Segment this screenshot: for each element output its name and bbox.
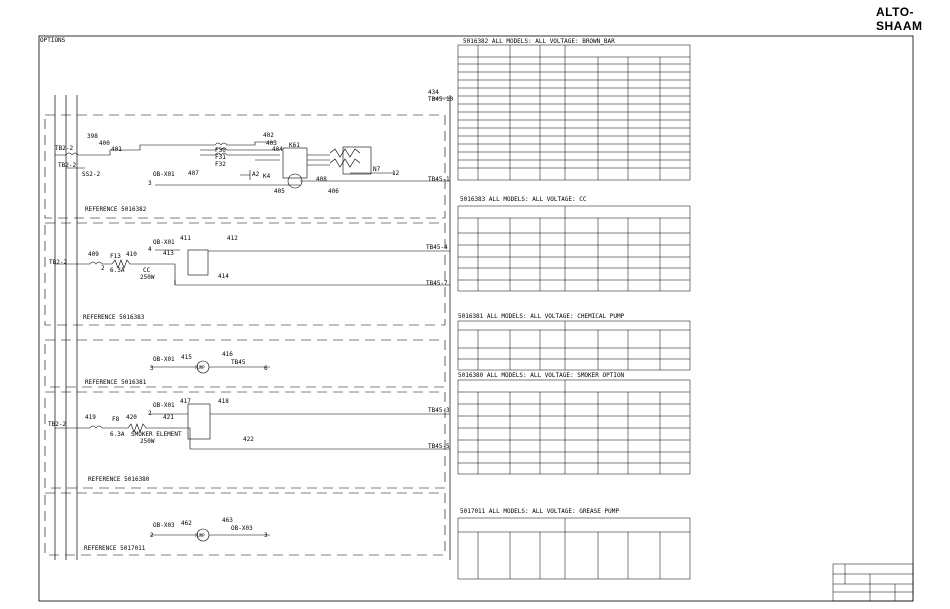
terminal-label: TB45-4 (426, 244, 448, 251)
table-title: 5016380 ALL MODELS: ALL VOLTAGE: SMOKER OPTION (458, 372, 625, 379)
wire-number: 419 (85, 414, 96, 421)
wire-number: 421 (163, 414, 174, 421)
reference-label: REFERENCE 5016381 (85, 379, 147, 386)
wire-number: 463 (222, 517, 233, 524)
table-title: 5016382 ALL MODELS: ALL VOLTAGE: BROWN_BAR (463, 38, 615, 45)
wire-number: 402 (263, 132, 274, 139)
fuse-label: F30 (215, 147, 226, 154)
fuse-label: F32 (215, 161, 226, 168)
connector-label: OB-X03 (153, 522, 175, 529)
terminal-label: TB45-5 (428, 443, 450, 450)
pin-label: 2 (150, 532, 154, 539)
terminal-label: TB2-2 (58, 162, 77, 169)
wire-number: 405 (274, 188, 285, 195)
wire-number: 406 (328, 188, 339, 195)
connector-label: OB-X01 (153, 171, 175, 178)
table-title: 5016381 ALL MODELS: ALL VOLTAGE: CHEMICAL PUMP (458, 313, 625, 320)
wire-number: 408 (316, 176, 327, 183)
reference-label: REFERENCE 5016383 (83, 314, 145, 321)
terminal-label: SS2-2 (82, 171, 101, 178)
wire-number: 407 (188, 170, 199, 177)
connector-label: OB-X01 (153, 356, 175, 363)
wire-number: 412 (227, 235, 238, 242)
terminal-label: TB2-2 (49, 259, 68, 266)
wire-number: 409 (88, 251, 99, 258)
wire-label: N7 (373, 166, 381, 173)
terminal-label: TB45-3 (428, 407, 450, 414)
relay-label: A2 (252, 171, 260, 178)
relay-label: K4 (263, 173, 271, 180)
reference-label: REFERENCE 5016380 (88, 476, 150, 483)
fuse-label: F31 (215, 154, 226, 161)
wire-number: 415 (181, 354, 192, 361)
wire-number: 418 (218, 398, 229, 405)
wire-label: 12 (392, 170, 400, 177)
element-rating: 250W (140, 438, 155, 445)
wire-number: 404 (272, 146, 283, 153)
connector-label: OB-X01 (153, 239, 175, 246)
relay-label: K61 (289, 142, 300, 149)
reference-label: REFERENCE 5017011 (84, 545, 146, 552)
terminal-label: TB45-1 (428, 176, 450, 183)
fuse-rating: 6.3A (110, 431, 125, 438)
connector-label: OB-X03 (231, 525, 253, 532)
pin-label: 3 (150, 365, 154, 372)
wire-number: 403 (266, 140, 277, 147)
terminal-label: TB45-7 (426, 280, 448, 287)
wire-number: 411 (180, 235, 191, 242)
pin-label: 3 (148, 180, 152, 187)
pin-label: 6 (264, 365, 268, 372)
wire-number: 410 (126, 251, 137, 258)
wire-number: 422 (243, 436, 254, 443)
terminal-label: TB2-2 (55, 145, 74, 152)
table-title: 5016383 ALL MODELS: ALL VOLTAGE: CC (460, 196, 587, 203)
element-label: CC (143, 267, 151, 274)
wire-number: 420 (126, 414, 137, 421)
pin-label: 2 (148, 410, 152, 417)
terminal-label: TB45-10 (428, 96, 454, 103)
wire-number: 401 (111, 146, 122, 153)
pump-label: PUMP (195, 365, 205, 370)
table-title: 5017011 ALL MODELS: ALL VOLTAGE: GREASE PUMP (460, 508, 619, 515)
sheet-label: OPTIONS (40, 37, 66, 44)
wire-number: 462 (181, 520, 192, 527)
fuse-label: F8 (112, 416, 120, 423)
pin-label: 3 (264, 532, 268, 539)
wire-number: 417 (180, 398, 191, 405)
brand-logo: ALTO-SHAAM (876, 5, 923, 33)
wire-number: 400 (99, 140, 110, 147)
pin-label: 4 (148, 246, 152, 253)
wire-number: 434 (428, 89, 439, 96)
pin-label: 2 (101, 265, 105, 272)
fuse-rating: 6.3A (110, 267, 125, 274)
wire-number: 416 (222, 351, 233, 358)
pump-label: PUMP (195, 533, 205, 538)
wire-number: 414 (218, 273, 229, 280)
reference-label: REFERENCE 5016382 (85, 206, 147, 213)
title-block (833, 564, 913, 601)
terminal-label: TB2-2 (48, 421, 67, 428)
terminal-label: TB45 (231, 359, 246, 366)
wire-number: 398 (87, 133, 98, 140)
wiring-tables (458, 45, 690, 579)
element-rating: 250W (140, 274, 155, 281)
wire-number: 413 (163, 250, 174, 257)
fuse-label: F13 (110, 253, 121, 260)
element-label: SMOKER ELEMENT (131, 431, 182, 438)
connector-label: OB-X01 (153, 402, 175, 409)
